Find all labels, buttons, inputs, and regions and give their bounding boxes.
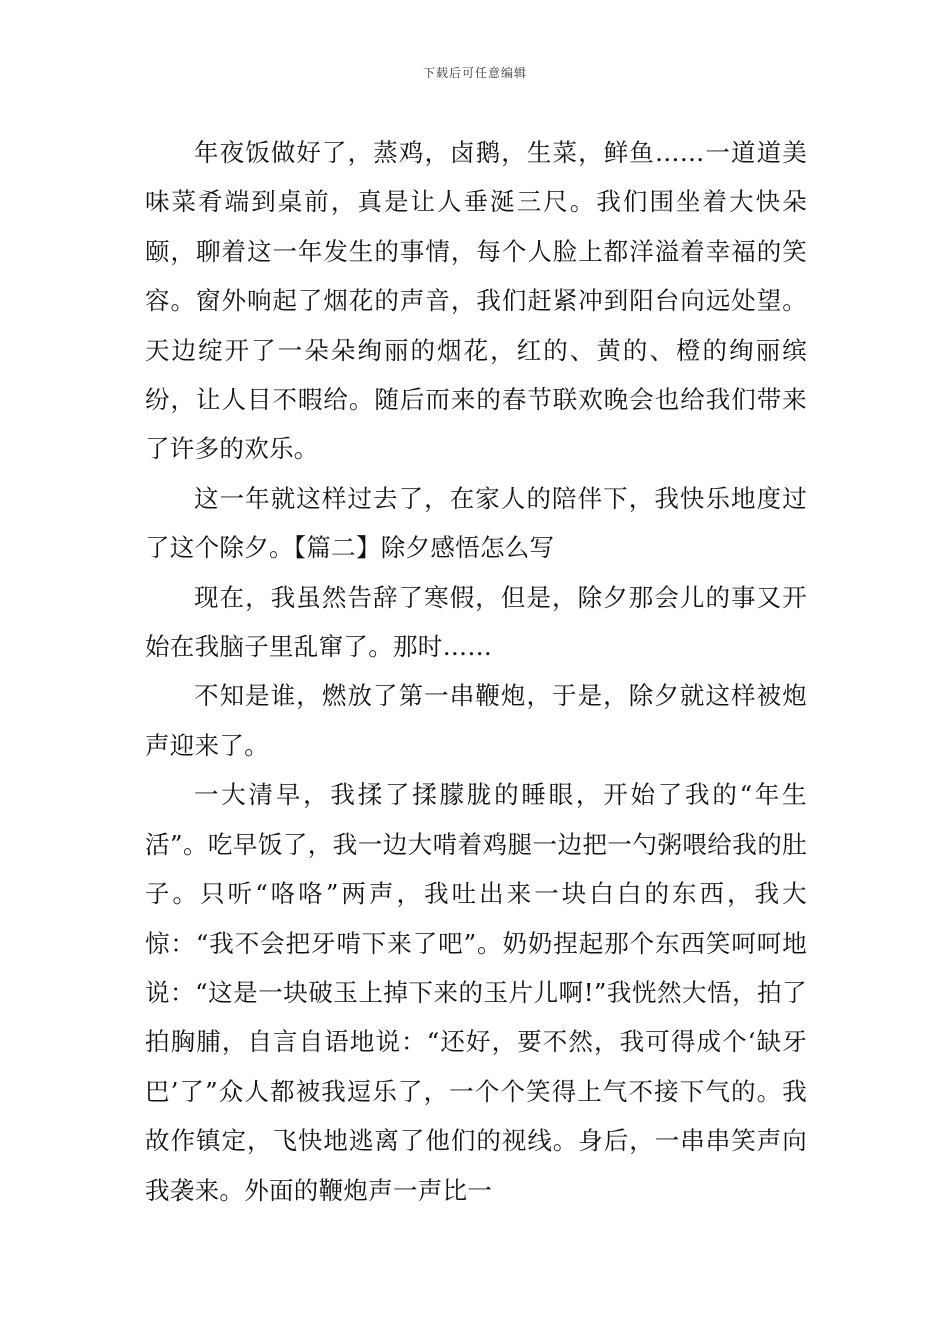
paragraph-2: 这一年就这样过去了，在家人的陪伴下，我快乐地度过了这个除夕。【篇二】除夕感悟怎么写 [145,483,807,563]
paragraph-4: 不知是谁，燃放了第一串鞭炮，于是，除夕就这样被炮声迎来了。 [145,681,807,760]
paragraph-3: 现在，我虽然告辞了寒假，但是，除夕那会儿的事又开始在我脑子里乱窜了。那时…… [145,582,807,662]
paragraph-1: 年夜饭做好了，蒸鸡，卤鹅，生菜，鲜鱼……一道道美味菜肴端到桌前，真是让人垂涎三尺。我们围坐着大快朵颐，聊着这一年发生的事情，每个人脸上都洋溢着幸福的笑容。窗外响起了烟花的声音，我们赶紧冲到阳台向远处望。天边绽开了一朵朵绚丽的烟花，红的、黄的、橙的绚丽缤纷，让人目不暇给。随后而来的春节联欢晚会也给我们带来了许多的欢乐。 [145,138,807,464]
page-header: 下载后可任意编辑 [422,66,527,80]
document-body [145,128,807,1215]
paragraph-5: 一大清早，我揉了揉朦胧的睡眼，开始了我的“年生活”。吃早饭了，我一边大啃着鸡腿一边把一勺粥喂给我的肚子。只听“咯咯”两声，我吐出来一块白白的东西，我大惊：“我不会把牙啃下来了吧”。奶奶捏起那个东西笑呵呵地说：“这是一块破玉上掉下来的玉片儿啊!”我恍然大悟，拍了拍胸脯，自言自语地说：“还好，要不然，我可得成个‘缺牙巴’了”众人都被我逗乐了，一个个笑得上气不接下气的。我故作镇定，飞快地逃离了他们的视线。身后，一串串笑声向我袭来。外面的鞭炮声一声比一 [145,780,807,1205]
